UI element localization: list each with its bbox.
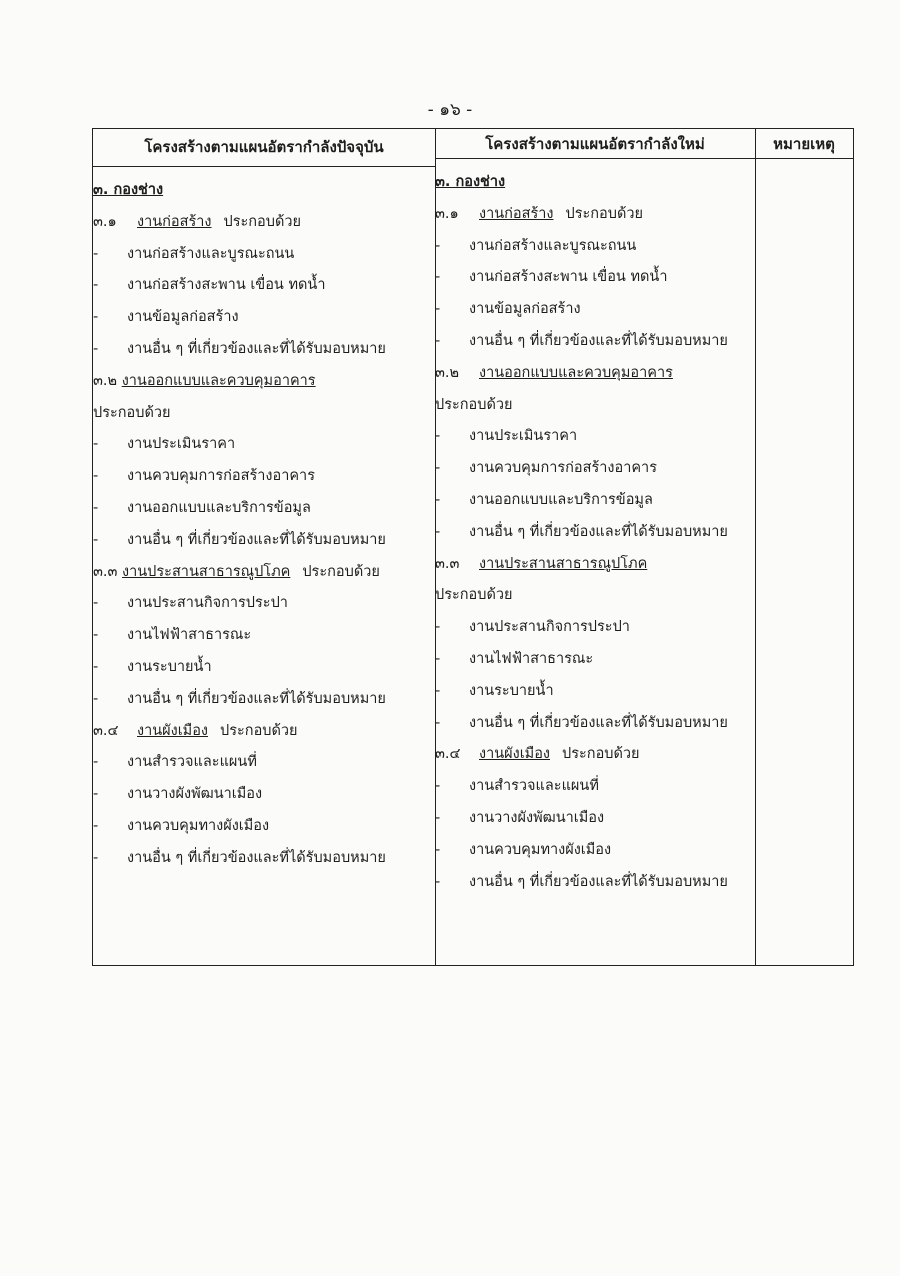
list-item: - งานควบคุมการก่อสร้างอาคาร bbox=[435, 460, 657, 477]
list-item: - งานสำรวจและแผนที่ bbox=[93, 754, 257, 771]
division-title: ๓. กองช่าง bbox=[93, 182, 164, 198]
list-item: - งานประเมินราคา bbox=[93, 436, 236, 453]
list-item: - งานข้อมูลก่อสร้าง bbox=[435, 301, 581, 318]
list-item: - งานอื่น ๆ ที่เกี่ยวข้องและที่ได้รับมอบหมาย bbox=[435, 332, 728, 349]
list-item: - งานก่อสร้างและบูรณะถนน bbox=[435, 237, 637, 254]
list-item: - งานระบายน้ำ bbox=[93, 658, 212, 675]
list-item: - งานอื่น ๆ ที่เกี่ยวข้องและที่ได้รับมอบหมาย bbox=[435, 873, 728, 890]
list-item: - งานออกแบบและบริการข้อมูล bbox=[93, 499, 311, 516]
section-heading: ๓.๑ งานก่อสร้าง ประกอบด้วย bbox=[93, 213, 302, 230]
list-item: - งานควบคุมการก่อสร้างอาคาร bbox=[93, 468, 315, 485]
list-item: - งานควบคุมทางผังเมือง bbox=[93, 817, 270, 834]
list-item: - งานประสานกิจการประปา bbox=[93, 595, 288, 612]
section-heading: ๓.๔ งานผังเมือง ประกอบด้วย bbox=[435, 746, 640, 763]
section-heading: ๓.๓ งานประสานสาธารณูปโภค ประกอบด้วย bbox=[93, 563, 380, 580]
list-item: - งานควบคุมทางผังเมือง bbox=[435, 841, 612, 858]
list-item: - งานอื่น ๆ ที่เกี่ยวข้องและที่ได้รับมอบหมาย bbox=[435, 714, 728, 731]
list-item: - งานอื่น ๆ ที่เกี่ยวข้องและที่ได้รับมอบหมาย bbox=[93, 849, 386, 866]
list-item: - งานประเมินราคา bbox=[435, 428, 578, 445]
section-heading: ๓.๔ งานผังเมือง ประกอบด้วย bbox=[93, 722, 298, 739]
structure-table bbox=[92, 128, 854, 966]
notes-header: หมายเหตุ bbox=[755, 129, 853, 159]
notes-column bbox=[755, 129, 853, 965]
list-item: - งานวางผังพัฒนาเมือง bbox=[435, 809, 605, 826]
section-suffix: ประกอบด้วย bbox=[435, 587, 513, 604]
list-item: - งานข้อมูลก่อสร้าง bbox=[93, 309, 239, 326]
list-item: - งานอื่น ๆ ที่เกี่ยวข้องและที่ได้รับมอบหมาย bbox=[93, 690, 386, 707]
list-item: - งานก่อสร้างสะพาน เขื่อน ทดน้ำ bbox=[93, 277, 326, 294]
list-item: - งานระบายน้ำ bbox=[435, 682, 554, 699]
section-heading: ๓.๒ งานออกแบบและควบคุมอาคาร bbox=[93, 372, 316, 389]
list-item: - งานออกแบบและบริการข้อมูล bbox=[435, 491, 653, 508]
section-heading: ๓.๑ งานก่อสร้าง ประกอบด้วย bbox=[435, 205, 644, 222]
list-item: - งานก่อสร้างและบูรณะถนน bbox=[93, 245, 295, 262]
section-heading: ๓.๓ งานประสานสาธารณูปโภค bbox=[435, 555, 648, 572]
section-suffix: ประกอบด้วย bbox=[435, 396, 513, 413]
new-structure-column bbox=[435, 129, 756, 965]
list-item: - งานวางผังพัฒนาเมือง bbox=[93, 786, 263, 803]
section-suffix: ประกอบด้วย bbox=[93, 404, 171, 421]
new-structure-header: โครงสร้างตามแผนอัตรากำลังใหม่ bbox=[435, 129, 755, 159]
division-title: ๓. กองช่าง bbox=[435, 174, 506, 190]
list-item: - งานอื่น ๆ ที่เกี่ยวข้องและที่ได้รับมอบหมาย bbox=[435, 523, 728, 540]
list-item: - งานอื่น ๆ ที่เกี่ยวข้องและที่ได้รับมอบหมาย bbox=[93, 340, 386, 357]
list-item: - งานไฟฟ้าสาธารณะ bbox=[93, 627, 252, 644]
list-item: - งานก่อสร้างสะพาน เขื่อน ทดน้ำ bbox=[435, 269, 668, 286]
current-structure-column bbox=[93, 129, 436, 965]
section-heading: ๓.๒ งานออกแบบและควบคุมอาคาร bbox=[435, 364, 673, 381]
list-item: - งานสำรวจและแผนที่ bbox=[435, 778, 599, 795]
page-number: - ๑๖ - bbox=[427, 100, 473, 120]
list-item: - งานประสานกิจการประปา bbox=[435, 619, 630, 636]
current-structure-header: โครงสร้างตามแผนอัตรากำลังปัจจุบัน bbox=[93, 129, 435, 167]
list-item: - งานอื่น ๆ ที่เกี่ยวข้องและที่ได้รับมอบหมาย bbox=[93, 531, 386, 548]
list-item: - งานไฟฟ้าสาธารณะ bbox=[435, 650, 594, 667]
